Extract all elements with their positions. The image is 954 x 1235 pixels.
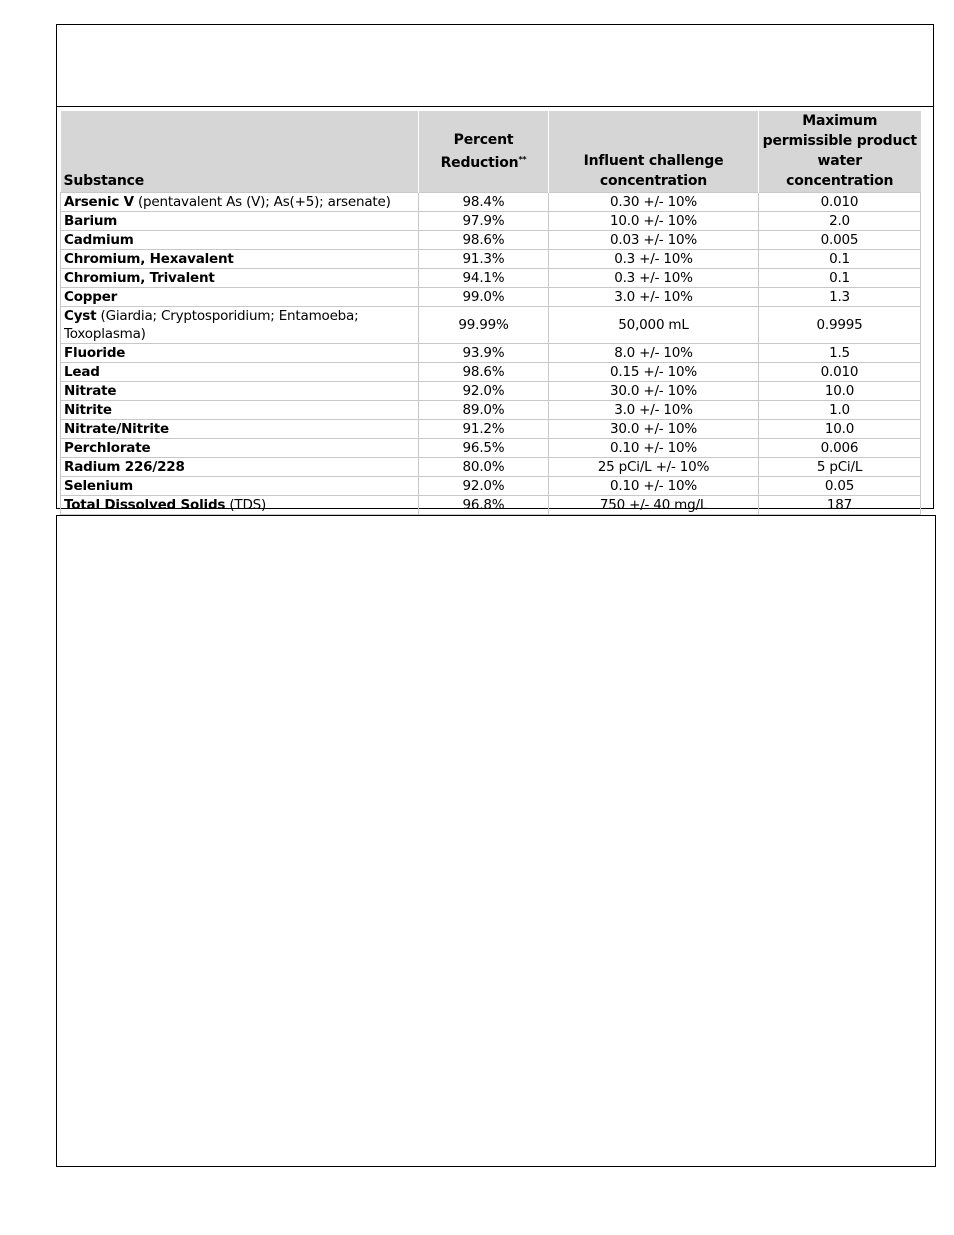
substance-cell [61,193,419,212]
influent-cell: 3.0 +/- 10% [549,401,759,420]
influent-cell: 10.0 +/- 10% [549,212,759,231]
max-concentration-cell: 5 pCi/L [759,458,921,477]
substance-cell [61,288,419,307]
substance-name: Copper [64,289,118,305]
substance-detail: (pentavalent As (V); As(+5); arsenate) [133,194,391,210]
reduction-cell: 99.0% [419,288,549,307]
table-row [61,193,921,212]
substance-cell [61,496,419,515]
max-concentration-cell: 10.0 [759,420,921,439]
substance-cell [61,420,419,439]
table-row [61,212,921,231]
table-header-row [61,111,921,193]
substance-cell [61,231,419,250]
header-substance: Substance [61,111,419,193]
max-concentration-cell: 0.9995 [759,307,921,344]
header-band [57,25,933,107]
max-concentration-cell: 0.1 [759,250,921,269]
substance-cell [61,269,419,288]
substance-name: Nitrate/Nitrite [64,421,169,437]
substance-name: Chromium, Trivalent [64,270,215,286]
table-row [61,363,921,382]
influent-cell: 30.0 +/- 10% [549,382,759,401]
header-influent: Influent challenge concentration [549,111,759,193]
reduction-cell: 94.1% [419,269,549,288]
substance-cell [61,363,419,382]
max-concentration-cell: 1.3 [759,288,921,307]
max-concentration-cell: 0.005 [759,231,921,250]
reduction-cell: 92.0% [419,477,549,496]
reduction-table-wrapper [60,111,921,515]
max-concentration-cell: 2.0 [759,212,921,231]
reduction-cell: 80.0% [419,458,549,477]
table-row [61,420,921,439]
influent-cell: 0.3 +/- 10% [549,250,759,269]
substance-name: Nitrate [64,383,117,399]
substance-cell [61,477,419,496]
substance-cell [61,401,419,420]
substance-name: Cadmium [64,232,134,248]
results-panel [56,24,934,513]
table-row [61,382,921,401]
max-concentration-cell: 0.010 [759,363,921,382]
reduction-cell: 97.9% [419,212,549,231]
substance-name: Nitrite [64,402,112,418]
substance-name: Radium 226/228 [64,459,185,475]
max-concentration-cell: 0.006 [759,439,921,458]
table-row [61,496,921,515]
influent-cell: 0.15 +/- 10% [549,363,759,382]
influent-cell: 0.30 +/- 10% [549,193,759,212]
max-concentration-cell: 0.010 [759,193,921,212]
table-row [61,231,921,250]
substance-cell [61,250,419,269]
reduction-cell: 93.9% [419,344,549,363]
table-row [61,477,921,496]
reduction-table [60,111,921,515]
reduction-cell: 91.2% [419,420,549,439]
influent-cell: 50,000 mL [549,307,759,344]
influent-cell: 0.3 +/- 10% [549,269,759,288]
reduction-cell: 96.5% [419,439,549,458]
table-row [61,250,921,269]
substance-cell [61,382,419,401]
max-concentration-cell: 0.1 [759,269,921,288]
reduction-cell: 91.3% [419,250,549,269]
max-concentration-cell: 0.05 [759,477,921,496]
reduction-cell: 98.4% [419,193,549,212]
table-row [61,288,921,307]
influent-cell: 3.0 +/- 10% [549,288,759,307]
substance-name: Perchlorate [64,440,151,456]
substance-name: Arsenic V [64,194,134,210]
influent-cell: 8.0 +/- 10% [549,344,759,363]
influent-cell: 0.10 +/- 10% [549,439,759,458]
influent-cell: 25 pCi/L +/- 10% [549,458,759,477]
reduction-cell: 98.6% [419,231,549,250]
influent-cell: 30.0 +/- 10% [549,420,759,439]
table-row [61,307,921,344]
reduction-cell: 89.0% [419,401,549,420]
header-percent-reduction: Percent Reduction** [419,111,549,193]
reduction-cell: 99.99% [419,307,549,344]
max-concentration-cell: 187 [759,496,921,515]
reduction-cell: 96.8% [419,496,549,515]
substance-cell [61,439,419,458]
substance-detail: (TDS) [225,497,267,513]
max-concentration-cell: 10.0 [759,382,921,401]
substance-cell [61,307,419,344]
substance-name: Fluoride [64,345,126,361]
substance-name: Chromium, Hexavalent [64,251,234,267]
substance-detail: (Giardia; Cryptosporidium; Entamoeba; Toxoplasma) [64,308,359,342]
header-max-permissible: Maximum permissible product water concentration [759,111,921,193]
substance-cell [61,212,419,231]
substance-name: Lead [64,364,100,380]
table-row [61,439,921,458]
influent-cell: 750 +/- 40 mg/L [549,496,759,515]
substance-name: Selenium [64,478,133,494]
substance-cell [61,344,419,363]
max-concentration-cell: 1.0 [759,401,921,420]
substance-name: Total Dissolved Solids [64,497,226,513]
substance-name: Barium [64,213,118,229]
reduction-cell: 98.6% [419,363,549,382]
substance-cell [61,458,419,477]
table-row [61,269,921,288]
empty-panel [56,515,936,1167]
reduction-cell: 92.0% [419,382,549,401]
table-row [61,458,921,477]
footnote-marker: ** [518,154,527,164]
substance-name: Cyst [64,308,97,324]
table-body [61,193,921,515]
table-row [61,401,921,420]
max-concentration-cell: 1.5 [759,344,921,363]
table-row [61,344,921,363]
influent-cell: 0.03 +/- 10% [549,231,759,250]
influent-cell: 0.10 +/- 10% [549,477,759,496]
